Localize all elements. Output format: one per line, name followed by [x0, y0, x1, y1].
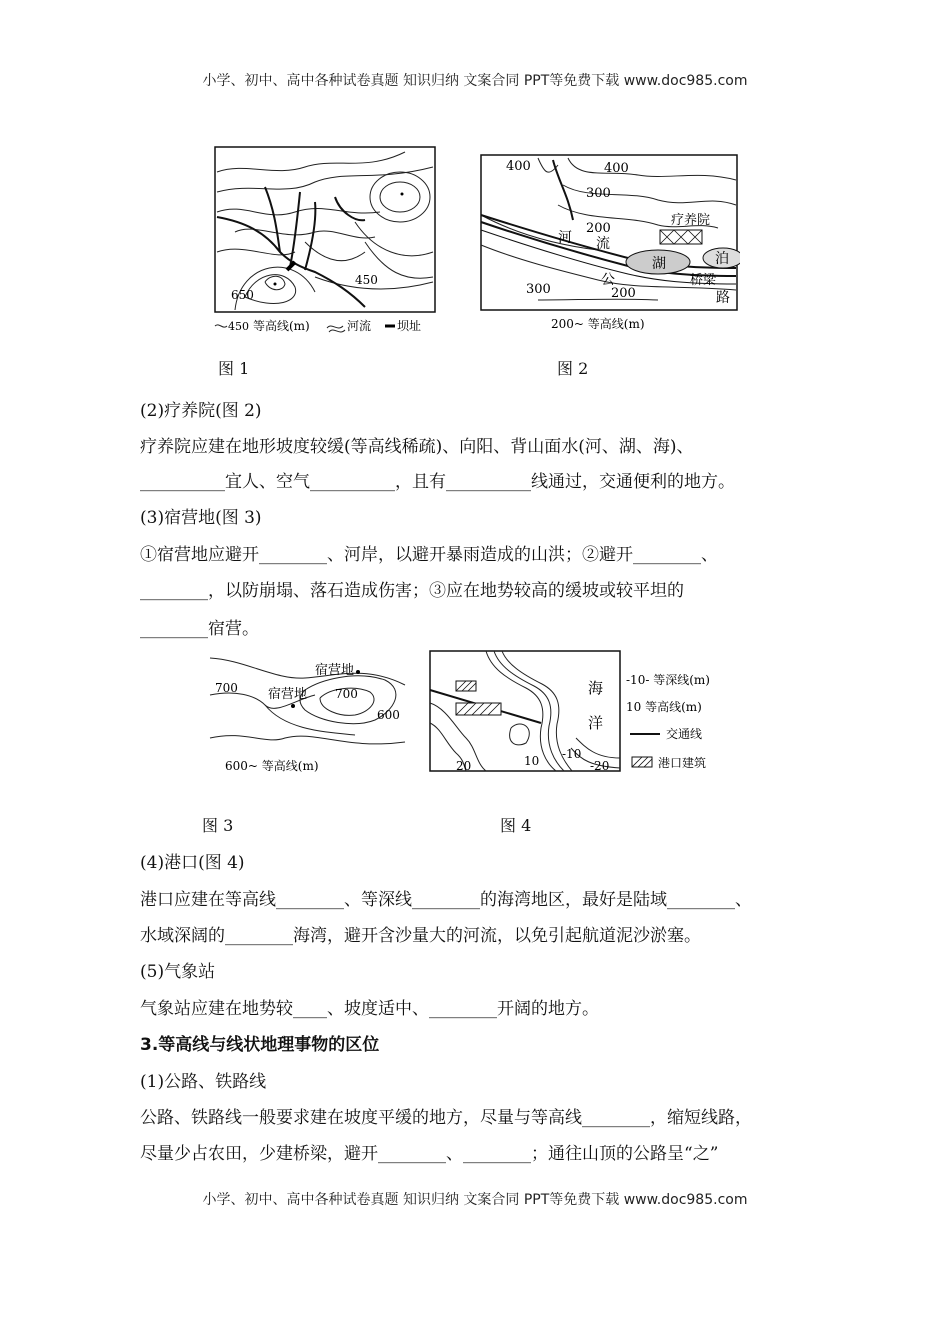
fig2-label-400-left: 400	[506, 159, 531, 174]
fig1-legend-450: 450	[228, 320, 249, 333]
fig2-label-river-he: 河	[558, 230, 572, 246]
fig2-label-300-top: 300	[586, 186, 611, 201]
fig3-label-campsite-lower: 宿营地	[268, 687, 308, 702]
figure-3-contour-map	[205, 650, 415, 778]
page-footer: 小学、初中、高中各种试卷真题 知识归纳 文案合同 PPT等免费下载 www.doc985.com	[202, 1192, 748, 1208]
text-line: 港口应建在等高线________、等深线________的海湾地区，最好是陆域________、	[140, 890, 752, 910]
fig4-label-20: 20	[456, 759, 472, 773]
fig4-legend-port: 港口建筑	[658, 756, 707, 770]
fig2-label-lake-hu: 湖	[652, 256, 666, 272]
fig4-label-sea-yang: 洋	[588, 714, 604, 732]
fig1-caption: 图 1	[218, 359, 250, 378]
fig2-label-300-bottom: 300	[526, 282, 551, 297]
fig4-legend-transport: 交通线	[666, 727, 703, 741]
fig2-label-sanatorium: 疗养院	[671, 213, 711, 228]
text-line: (5)气象站	[140, 962, 216, 982]
text-line: 尽量少占农田，少建桥梁，避开________、________；通往山顶的公路呈“之”	[140, 1144, 719, 1164]
fig4-label-minus20: -20	[590, 759, 610, 773]
figure-4-contour-map	[426, 648, 766, 776]
fig3-label-700-left: 700	[215, 681, 238, 695]
fig2-label-road-lu: 路	[716, 290, 730, 306]
text-line: ________，以防崩塌、落石造成伤害；③应在地势较高的缓坡或较平坦的	[140, 581, 684, 601]
fig4-label-sea-hai: 海	[588, 679, 604, 697]
fig2-label-bridge: 桥梁	[690, 273, 717, 288]
section-heading: 3.等高线与线状地理事物的区位	[140, 1035, 380, 1055]
page-header: 小学、初中、高中各种试卷真题 知识归纳 文案合同 PPT等免费下载 www.doc985.com	[202, 73, 748, 89]
text-line: 水域深阔的________海湾，避开含沙量大的河流，以免引起航道泥沙淤塞。	[140, 926, 701, 946]
text-line: 气象站应建在地势较____、坡度适中、________开阔的地方。	[140, 999, 599, 1019]
text-line: __________宜人、空气__________，且有__________线通过，交通便利的地方。	[140, 472, 735, 492]
fig2-label-200-top: 200	[586, 221, 611, 236]
text-line: ①宿营地应避开________、河岸，以避开暴雨造成的山洪；②避开________、	[140, 545, 718, 565]
text-line: (3)宿营地(图 3)	[140, 508, 262, 528]
text-line: (4)港口(图 4)	[140, 853, 245, 873]
fig2-label-200-bottom: 200	[611, 286, 636, 301]
fig1-label-450: 450	[355, 273, 378, 287]
fig2-label-400-right: 400	[604, 161, 629, 176]
text-line: 公路、铁路线一般要求建在坡度平缓的地方，尽量与等高线________，缩短线路，	[140, 1108, 752, 1128]
text-line: (1)公路、铁路线	[140, 1072, 267, 1092]
fig1-label-650: 650	[231, 288, 254, 302]
text-line: (2)疗养院(图 2)	[140, 401, 262, 421]
fig3-label-700-right: 700	[335, 687, 358, 701]
fig4-legend-elevation: 10 等高线(m)	[626, 700, 702, 714]
fig2-label-river-liu: 流	[596, 236, 610, 252]
fig3-label-campsite-upper: 宿营地	[315, 663, 355, 678]
fig1-legend-contour: 等高线(m)	[253, 319, 310, 333]
fig2-caption: 图 2	[557, 359, 589, 378]
fig3-caption: 图 3	[202, 816, 234, 835]
figure-1-contour-map	[205, 142, 445, 337]
fig3-legend: 600~ 等高线(m)	[225, 759, 319, 773]
fig4-label-10: 10	[524, 754, 540, 768]
fig2-legend: 200~ 等高线(m)	[551, 317, 645, 331]
fig2-label-road-gong: 公	[601, 272, 615, 288]
fig4-legend-depth: -10- 等深线(m)	[626, 673, 710, 687]
figure-2-contour-map	[478, 150, 740, 335]
fig1-legend-dam: 坝址	[397, 319, 422, 333]
text-line: ________宿营。	[140, 619, 259, 639]
fig4-caption: 图 4	[500, 816, 532, 835]
fig1-legend-river: 河流	[347, 319, 372, 333]
text-line: 疗养院应建在地形坡度较缓(等高线稀疏)、向阳、背山面水(河、湖、海)、	[140, 437, 694, 457]
fig3-label-600: 600	[377, 708, 400, 722]
fig4-label-minus10: -10	[562, 747, 582, 761]
fig2-label-lake-po: 泊	[715, 251, 729, 267]
